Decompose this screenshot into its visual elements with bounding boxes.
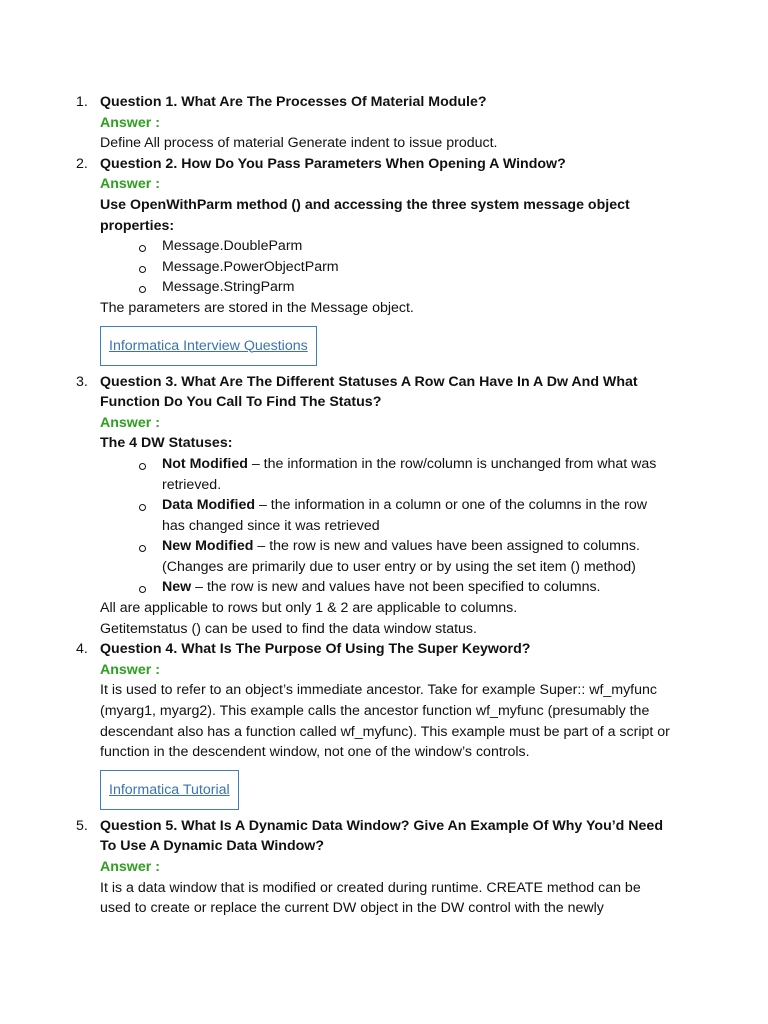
circle-bullet-icon <box>139 586 146 593</box>
question-title: Question 1. What Are The Processes Of Material Module? <box>100 94 487 110</box>
circle-bullet-icon <box>139 463 146 470</box>
answer-text: All are applicable to rows but only 1 & 2 are applicable to columns. <box>100 600 518 617</box>
question-title: Question 3. What Are The Different Statuses A Row Can Have In A Dw And What Function Do You Call To Find The Status? <box>100 373 638 411</box>
answer-label: Answer : <box>100 661 160 678</box>
status-term: Data Modified <box>162 497 256 514</box>
list-item <box>100 454 672 495</box>
status-description: – the row is new and values have not been specified to columns. <box>191 579 601 596</box>
answer-intro: The 4 DW Statuses: <box>100 435 233 452</box>
answer-text: Getitemstatus () can be used to find the data window status. <box>100 620 477 637</box>
status-description: – the row is new and values have been assigned to columns. (Changes are primarily due to user entry or by using the set item () method) <box>162 538 640 575</box>
item-number: 5. <box>76 817 88 834</box>
link-interview-questions[interactable]: Informatica Interview Questions <box>109 337 308 354</box>
status-description: – the information in the row/column is unchanged from what was retrieved. <box>162 455 657 493</box>
status-term: Not Modified <box>162 455 248 472</box>
related-link-box <box>100 770 239 810</box>
answer-text: The parameters are stored in the Message object. <box>100 299 414 316</box>
link-tutorial[interactable]: Informatica Tutorial <box>109 781 230 798</box>
list-item: Message.DoubleParm <box>100 236 672 257</box>
question-item-5 <box>0 816 768 919</box>
item-number: 2. <box>76 155 88 172</box>
answer-text: Define All process of material Generate indent to issue product. <box>100 135 498 152</box>
circle-bullet-icon <box>139 286 146 293</box>
question-item-3 <box>0 372 768 640</box>
bullet-list <box>100 236 672 298</box>
related-link-box <box>100 326 317 366</box>
status-term: New Modified <box>162 538 254 555</box>
list-item: Message.StringParm <box>100 277 672 298</box>
item-number: 4. <box>76 641 88 658</box>
answer-label: Answer : <box>100 114 160 131</box>
question-title: Question 5. What Is A Dynamic Data Window? Give An Example Of Why You’d Need To Use A Dynamic Data Window? <box>100 817 663 855</box>
answer-label: Answer : <box>100 859 160 875</box>
status-term: New <box>162 579 192 596</box>
question-title: Question 4. What Is The Purpose Of Using The Super Keyword? <box>100 641 531 658</box>
answer-text: It is used to refer to an object’s immediate ancestor. Take for example Super:: wf_myfunc (myarg1, myarg2). This example calls the ancestor function wf_myfunc (presumably the descendant also has a function called wf_myfunc). This example must be part of a script or function in the descendent window, not one of the window’s controls. <box>100 682 670 761</box>
circle-bullet-icon <box>139 504 146 511</box>
answer-text: It is a data window that is modified or created during runtime. CREATE method can be used to create or replace the current DW object in the DW control with the newly <box>100 879 641 917</box>
answer-label: Answer : <box>100 414 160 431</box>
circle-bullet-icon <box>139 245 146 252</box>
bullet-list <box>100 454 672 598</box>
answer-intro: Use OpenWithParm method () and accessing the three system message object properties: <box>100 196 630 234</box>
list-item: Message.PowerObjectParm <box>100 257 672 278</box>
item-number: 3. <box>76 373 88 390</box>
list-item <box>100 495 672 536</box>
list-item <box>100 577 672 598</box>
question-list <box>0 92 768 919</box>
question-item-2 <box>0 154 768 372</box>
circle-bullet-icon <box>139 545 146 552</box>
circle-bullet-icon <box>139 266 146 273</box>
list-item <box>100 536 672 577</box>
question-item-1 <box>0 92 768 154</box>
question-item-4 <box>0 639 768 816</box>
answer-label: Answer : <box>100 176 160 193</box>
question-title: Question 2. How Do You Pass Parameters When Opening A Window? <box>100 155 566 172</box>
status-description: – the information in a column or one of the columns in the row has changed since it was retrieved <box>162 497 647 534</box>
item-number: 1. <box>76 94 88 110</box>
